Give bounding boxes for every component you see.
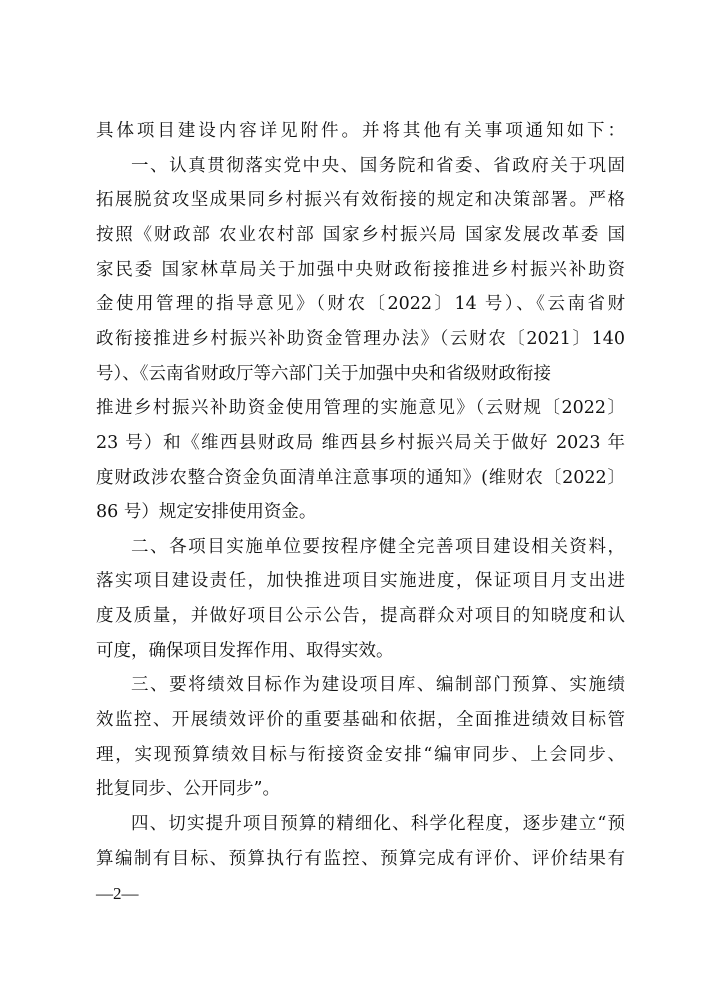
text-line: 度及质量，并做好项目公示公告，提高群众对项目的知晓度和认 (96, 606, 625, 627)
text-line: 理，实现预算绩效目标与衔接资金安排“编审同步、上会同步、 (96, 744, 625, 765)
text-line: 一、认真贯彻落实党中央、国务院和省委、省政府关于巩固 (131, 155, 625, 176)
text-line: 批复同步、公开同步”。 (96, 779, 280, 800)
text-line: 86 号）规定安排使用资金。 (96, 502, 317, 523)
text-line: 度财政涉农整合资金负面清单注意事项的通知》(维财农〔2022〕 (96, 467, 625, 488)
text-line: 二、各项目实施单位要按程序健全完善项目建设相关资料， (131, 536, 625, 557)
text-line: 金使用管理的指导意见》（财农〔2022〕14 号）、《云南省财 (96, 294, 625, 315)
text-line: 可度，确保项目发挥作用、取得实效。 (96, 640, 394, 661)
page-number: —2— (96, 884, 139, 903)
text-line: 效监控、开展绩效评价的重要基础和依据，全面推进绩效目标管 (96, 710, 625, 731)
text-line: 家民委 国家林草局关于加强中央财政衔接推进乡村振兴补助资 (96, 259, 625, 280)
text-line: 四、切实提升项目预算的精细化、科学化程度，逐步建立“预 (131, 814, 625, 834)
text-line: 三、要将绩效目标作为建设项目库、编制部门预算、实施绩 (131, 675, 625, 696)
text-line: 拓展脱贫攻坚成果同乡村振兴有效衔接的规定和决策部署。严格 (96, 190, 625, 211)
text-line: 落实项目建设责任，加快推进项目实施进度，保证项目月支出进 (96, 571, 625, 592)
text-line: 算编制有目标、预算执行有监控、预算完成有评价、评价结果有 (96, 848, 625, 869)
text-line: 23 号）和《维西县财政局 维西县乡村振兴局关于做好 2023 年 (96, 432, 625, 453)
text-line: 推进乡村振兴补助资金使用管理的实施意见》（云财规〔2022〕 (96, 398, 625, 419)
text-line: 政衔接推进乡村振兴补助资金管理办法》（云财农〔2021〕140 (96, 328, 625, 349)
text-line: 具体项目建设内容详见附件。并将其他有关事项通知如下： (96, 121, 625, 141)
text-line: 按照《财政部 农业农村部 国家乡村振兴局 国家发展改革委 国 (96, 224, 625, 245)
text-line: 号）、《云南省财政厅等六部门关于加强中央和省级财政衔接 (96, 363, 551, 384)
